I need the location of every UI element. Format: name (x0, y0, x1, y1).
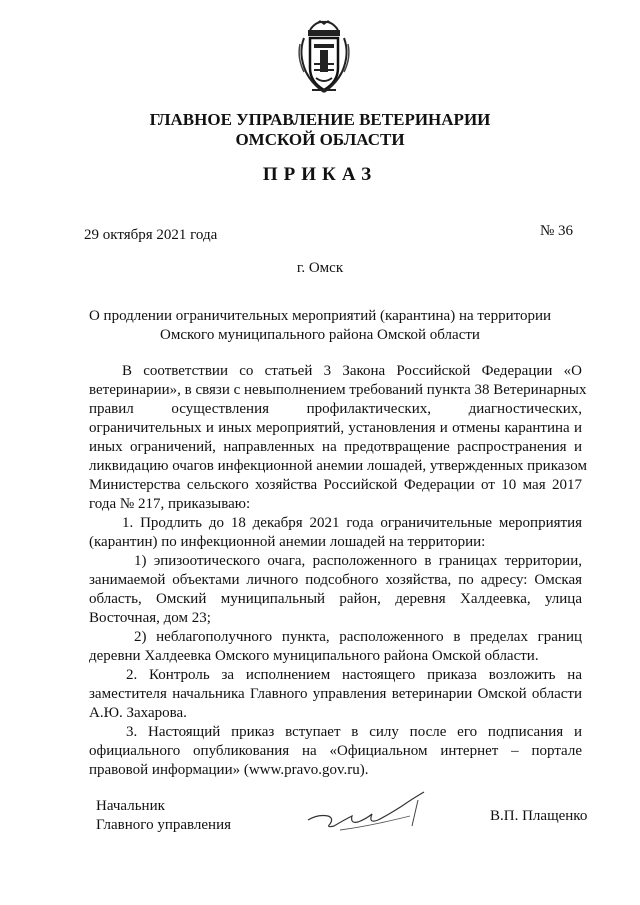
body-line: Министерства сельского хозяйства Российской Федерации от 10 мая 2017 (89, 477, 582, 493)
body-line: правовой информации» (www.pravo.gov.ru). (89, 762, 369, 778)
body-line: 2) неблагополучного пункта, расположенного в пределах границ (134, 629, 582, 645)
body-line: 2. Контроль за исполнением настоящего приказа возложить на (126, 667, 582, 683)
body-line: года № 217, приказываю: (89, 496, 251, 512)
body-line: 1. Продлить до 18 декабря 2021 года ограничительные мероприятия (122, 515, 582, 531)
body-line: 3. Настоящий приказ вступает в силу после его подписания и (126, 724, 582, 740)
org-name-line1: ГЛАВНОЕ УПРАВЛЕНИЕ ВЕТЕРИНАРИИ (149, 110, 491, 129)
city-name: г. Омск (296, 260, 344, 276)
body-line: А.Ю. Захарова. (89, 705, 187, 721)
org-name-line2: ОМСКОЙ ОБЛАСТИ (235, 130, 405, 149)
body-line: ограничительных и иных мероприятий, установления и отмены карантина и (89, 420, 582, 436)
body-line: (карантин) по инфекционной анемии лошадей на территории: (89, 534, 486, 550)
body-line: ветеринарии», в связи с невыполнением требований пункта 38 Ветеринарных (89, 382, 587, 398)
body-line: 1) эпизоотического очага, расположенного в границах территории, (134, 553, 582, 569)
signatory-name: В.П. Плащенко (490, 808, 588, 824)
body-line: официального опубликования на «Официальном интернет – портале (89, 743, 582, 759)
body-line: Восточная, дом 23; (89, 610, 211, 626)
body-line: В соответствии со статьей 3 Закона Российской Федерации «О (122, 363, 582, 379)
body-line: ликвидацию очагов инфекционной анемии лошадей, утвержденных приказом (89, 458, 587, 474)
subject-line-2: Омского муниципального района Омской области (160, 327, 480, 343)
document-date: 29 октября 2021 года (84, 227, 218, 243)
signatory-position-line2: Главного управления (96, 817, 231, 833)
coat-of-arms-emblem (296, 20, 352, 96)
signatory-position-line1: Начальник (96, 798, 165, 814)
handwritten-signature (300, 790, 440, 840)
body-line: правил осуществления профилактических, диагностических, (89, 401, 582, 417)
body-line: деревни Халдеевка Омского муниципального района Омской области. (89, 648, 539, 664)
body-line: иных ограничений, направленных на предотвращение распространения и (89, 439, 582, 455)
body-line: занимаемой объектами личного подсобного хозяйства, по адресу: Омская (89, 572, 582, 588)
document-number: № 36 (540, 223, 574, 239)
body-line: заместителя начальника Главного управления ветеринарии Омской области (89, 686, 582, 702)
body-line: область, Омский муниципальный район, деревня Халдеевка, улица (89, 591, 582, 607)
document-type-title: ПРИКАЗ (262, 164, 378, 185)
subject-line-1: О продлении ограничительных мероприятий (карантина) на территории (88, 308, 552, 324)
